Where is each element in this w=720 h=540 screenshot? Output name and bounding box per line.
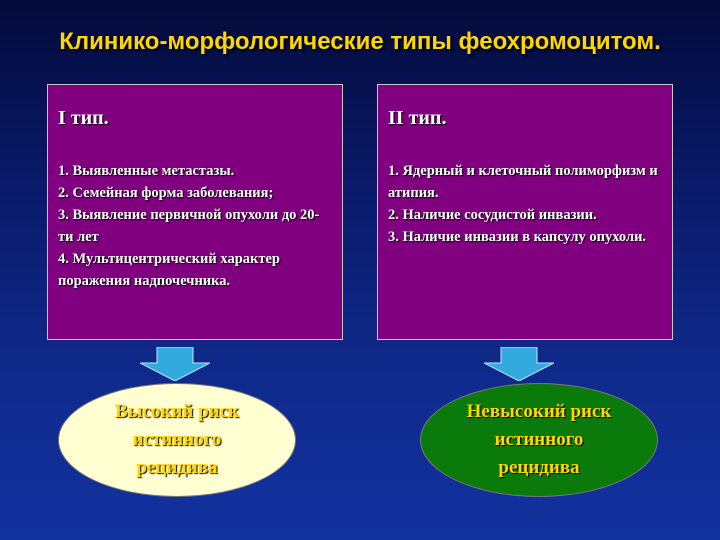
- type2-box: [377, 84, 673, 340]
- arrow-down-icon: [484, 347, 554, 381]
- type2-heading: II тип.: [388, 107, 447, 129]
- type2-item: 2. Наличие сосудистой инвазии.: [388, 207, 597, 223]
- arrow-down-icon: [140, 347, 210, 381]
- type1-item: 3. Выявление первичной опухоли до 20-ти лет: [58, 207, 320, 245]
- type2-item: 3. Наличие инвазии в капсулу опухоли.: [388, 229, 647, 245]
- high-risk-label: Высокий риск истинного рецидива: [115, 401, 239, 478]
- low-risk-label: Невысокий риск истинного рецидива: [466, 401, 612, 478]
- low-risk-oval: [420, 383, 658, 497]
- type1-item: 2. Семейная форма заболевания;: [58, 185, 274, 201]
- high-risk-oval: [58, 383, 296, 497]
- type1-item: 1. Выявленные метастазы.: [58, 163, 235, 179]
- type1-heading: I тип.: [58, 107, 109, 129]
- type1-item: 4. Мультицентрический характер поражения надпочечника.: [58, 251, 280, 289]
- slide-title: Клинико-морфологические типы феохромоцитом.: [59, 28, 661, 55]
- type2-item: 1. Ядерный и клеточный полиморфизм и атипия.: [388, 163, 658, 201]
- type2-list: [388, 160, 662, 248]
- type1-list: [58, 160, 332, 292]
- type1-box: [47, 84, 343, 340]
